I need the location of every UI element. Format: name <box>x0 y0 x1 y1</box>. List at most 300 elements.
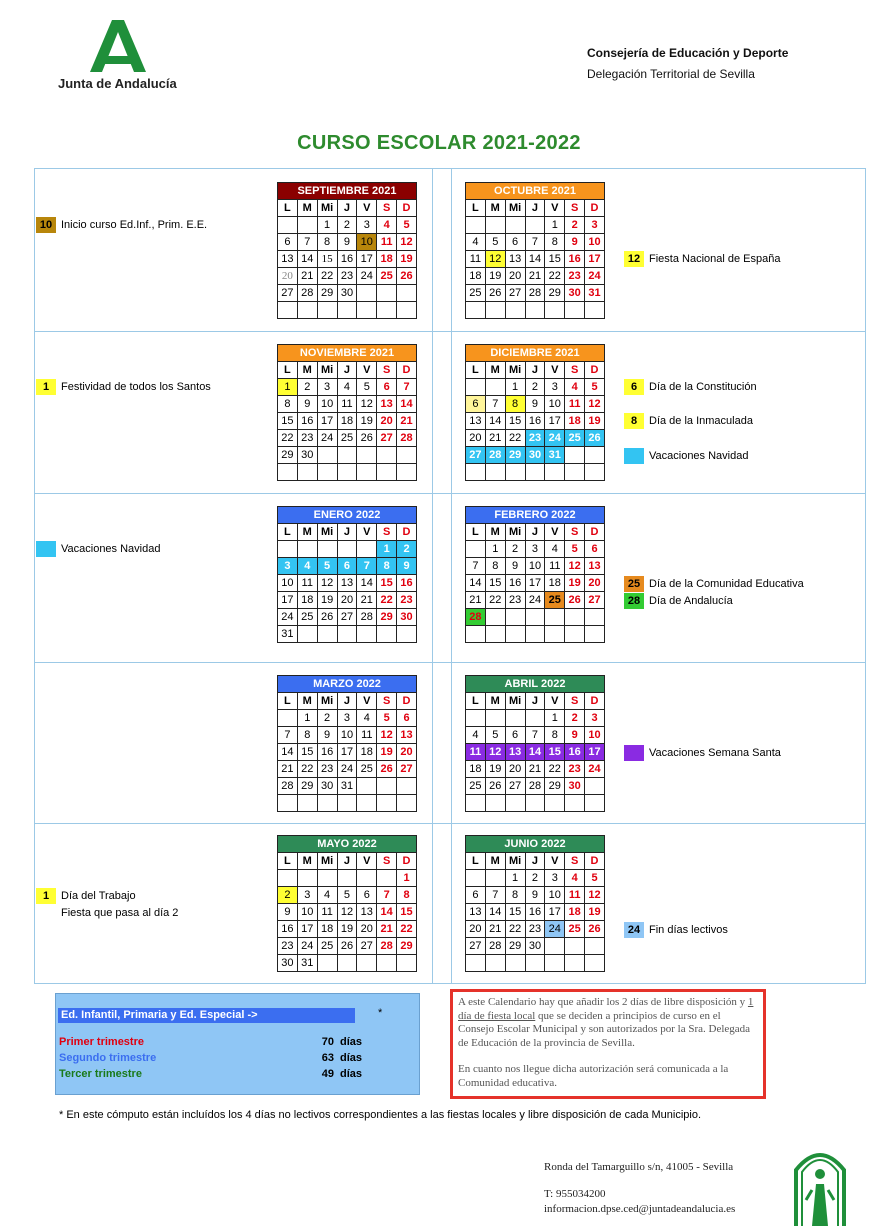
weekday-header: M <box>485 524 505 541</box>
notice-paragraph-1 <box>458 996 758 1050</box>
calendar-day: 5 <box>397 217 417 234</box>
calendar-day: 9 <box>505 558 525 575</box>
calendar-day: 8 <box>485 558 505 575</box>
calendar-day: 4 <box>377 217 397 234</box>
legend-mayo-note: Fiesta que pasa al día 2 <box>61 907 179 919</box>
calendar-day: 25 <box>317 938 337 955</box>
calendar-day: 28 <box>297 285 317 302</box>
weekday-header: D <box>397 200 417 217</box>
calendar-day: 27 <box>466 938 486 955</box>
calendar-day: 23 <box>505 592 525 609</box>
calendar-day: 5 <box>317 558 337 575</box>
calendar-day: 6 <box>505 727 525 744</box>
calendar-day: 16 <box>565 251 585 268</box>
calendar-day: 3 <box>357 217 377 234</box>
calendar-day: 20 <box>585 575 605 592</box>
calendar-day: 23 <box>337 268 357 285</box>
weekday-header: S <box>565 693 585 710</box>
calendar-day <box>357 626 377 643</box>
calendar-day <box>505 955 525 972</box>
grid-line <box>34 168 866 169</box>
calendar-day: 21 <box>466 592 486 609</box>
calendar-day: 11 <box>565 396 585 413</box>
calendar-day: 9 <box>297 396 317 413</box>
calendar-day <box>357 778 377 795</box>
trimester-label: Primer trimestre <box>59 1036 144 1048</box>
calendar-day: 4 <box>297 558 317 575</box>
summary-heading: Ed. Infantil, Primaria y Ed. Especial -> <box>58 1008 355 1023</box>
legend-badge: 6 <box>624 379 644 395</box>
calendar-day: 7 <box>525 727 545 744</box>
calendar-day <box>357 302 377 319</box>
calendar-day <box>565 795 585 812</box>
weekday-header: L <box>466 362 486 379</box>
calendar-day <box>377 870 397 887</box>
weekday-header: M <box>485 853 505 870</box>
calendar-day <box>317 302 337 319</box>
legend-semana-santa <box>624 745 781 761</box>
calendar-day: 11 <box>377 234 397 251</box>
calendar-day <box>317 870 337 887</box>
calendar-day: 14 <box>397 396 417 413</box>
calendar-day <box>466 795 486 812</box>
weekday-header: L <box>466 200 486 217</box>
weekday-header: D <box>397 524 417 541</box>
calendar-day: 27 <box>505 285 525 302</box>
calendar-day: 3 <box>585 217 605 234</box>
weekday-header: Mi <box>317 524 337 541</box>
calendar-day: 2 <box>397 541 417 558</box>
calendar-day: 8 <box>505 887 525 904</box>
calendar-day: 6 <box>505 234 525 251</box>
calendar-day: 30 <box>297 447 317 464</box>
calendar-day: 25 <box>337 430 357 447</box>
calendar-day: 29 <box>377 609 397 626</box>
calendar-day <box>545 795 565 812</box>
weekday-header: J <box>337 524 357 541</box>
calendar-day: 21 <box>377 921 397 938</box>
legend-badge: 12 <box>624 251 644 267</box>
calendar-day <box>397 285 417 302</box>
calendar-day: 24 <box>525 592 545 609</box>
weekday-header: M <box>297 362 317 379</box>
calendar-day: 26 <box>585 430 605 447</box>
calendar-day: 27 <box>278 285 298 302</box>
calendar-day <box>337 447 357 464</box>
calendar-day: 20 <box>278 268 298 285</box>
calendar-day <box>565 609 585 626</box>
legend-badge: 1 <box>36 888 56 904</box>
calendar-day <box>565 447 585 464</box>
legend-inmaculada <box>624 413 753 429</box>
calendar-day <box>585 626 605 643</box>
calendar-day: 23 <box>278 938 298 955</box>
legend-text: Inicio curso Ed.Inf., Prim. E.E. <box>61 219 208 231</box>
weekday-header: J <box>337 200 357 217</box>
calendar-day: 22 <box>485 592 505 609</box>
weekday-header: D <box>397 362 417 379</box>
calendar-day: 20 <box>466 921 486 938</box>
calendar-day <box>397 955 417 972</box>
calendar-day <box>278 710 298 727</box>
calendar-day: 24 <box>585 268 605 285</box>
andalucia-seal <box>790 1140 850 1226</box>
calendar-day: 22 <box>505 430 525 447</box>
weekday-header: J <box>337 693 357 710</box>
calendar-day <box>317 955 337 972</box>
calendar-day <box>565 626 585 643</box>
calendar-day: 17 <box>525 575 545 592</box>
calendar-day: 15 <box>397 904 417 921</box>
calendar-day: 26 <box>397 268 417 285</box>
calendar-day: 18 <box>297 592 317 609</box>
weekday-header: D <box>585 693 605 710</box>
calendar-day: 19 <box>565 575 585 592</box>
calendar-day <box>585 302 605 319</box>
calendar-day: 24 <box>317 430 337 447</box>
legend-text: Vacaciones Navidad <box>61 543 161 555</box>
legend-vacaciones-navidad <box>624 448 748 464</box>
calendar-day: 15 <box>505 413 525 430</box>
calendar-day: 25 <box>466 778 486 795</box>
calendar-day: 22 <box>297 761 317 778</box>
trimester-label: Tercer trimestre <box>59 1068 142 1080</box>
calendar-day <box>397 302 417 319</box>
calendar-day <box>505 302 525 319</box>
calendar-day <box>337 464 357 481</box>
calendar-day: 15 <box>317 251 337 268</box>
calendar-day: 17 <box>278 592 298 609</box>
legend-text: Día de la Comunidad Educativa <box>649 578 804 590</box>
calendar-day <box>525 795 545 812</box>
calendar-day <box>317 795 337 812</box>
calendar-day: 13 <box>357 904 377 921</box>
address-phone: T: 955034200 <box>544 1188 606 1200</box>
calendar-day: 1 <box>505 379 525 396</box>
calendar-day: 30 <box>317 778 337 795</box>
calendar-day: 10 <box>357 234 377 251</box>
calendar-day: 21 <box>357 592 377 609</box>
weekday-header: D <box>585 362 605 379</box>
calendar-day: 25 <box>565 430 585 447</box>
calendar-day: 4 <box>565 379 585 396</box>
calendar-day: 2 <box>278 887 298 904</box>
calendar-day: 6 <box>278 234 298 251</box>
calendar-day: 30 <box>337 285 357 302</box>
calendar-day: 29 <box>545 285 565 302</box>
calendar-day: 20 <box>505 761 525 778</box>
weekday-header: D <box>585 524 605 541</box>
calendar-day: 5 <box>337 887 357 904</box>
calendar-day: 7 <box>525 234 545 251</box>
calendar-day: 29 <box>397 938 417 955</box>
calendar-day: 16 <box>317 744 337 761</box>
calendar-day: 9 <box>337 234 357 251</box>
calendar-day: 10 <box>585 727 605 744</box>
calendar-day: 27 <box>397 761 417 778</box>
footnote: * En este cómputo están incluídos los 4 días no lectivos correspondientes a las fiestas locales y libre disposición de cada Municipio. <box>59 1109 702 1121</box>
weekday-header: S <box>377 524 397 541</box>
calendar-day: 6 <box>337 558 357 575</box>
calendar-day: 12 <box>357 396 377 413</box>
notice-box <box>450 989 766 1099</box>
calendar-day: 22 <box>545 761 565 778</box>
calendar-day: 10 <box>278 575 298 592</box>
calendar-day: 14 <box>485 904 505 921</box>
calendar-day <box>525 609 545 626</box>
calendar-day: 5 <box>585 379 605 396</box>
calendar-day <box>377 626 397 643</box>
weekday-header: Mi <box>505 200 525 217</box>
calendar-day: 21 <box>525 761 545 778</box>
calendar-day: 14 <box>297 251 317 268</box>
calendar-day: 31 <box>297 955 317 972</box>
notice-text: disposición y <box>686 996 746 1008</box>
notice-paragraph-2: En cuanto nos llegue dicha autorización será comunicada a la Comunidad educativa. <box>458 1063 729 1089</box>
month-title: NOVIEMBRE 2021 <box>278 345 417 362</box>
calendar-day <box>585 447 605 464</box>
legend-badge: 8 <box>624 413 644 429</box>
calendar-day: 16 <box>278 921 298 938</box>
calendar-day <box>485 710 505 727</box>
calendar-day: 7 <box>278 727 298 744</box>
calendar-day: 25 <box>377 268 397 285</box>
calendar-day: 19 <box>585 413 605 430</box>
calendar-day <box>278 795 298 812</box>
calendar-day: 29 <box>297 778 317 795</box>
calendar-day <box>337 541 357 558</box>
month-calendar-mayo <box>277 835 417 972</box>
calendar-day: 16 <box>565 744 585 761</box>
calendar-day: 25 <box>357 761 377 778</box>
calendar-day <box>485 302 505 319</box>
calendar-day: 8 <box>297 727 317 744</box>
legend-text: Día del Trabajo <box>61 890 136 902</box>
month-calendar-octubre <box>465 182 605 319</box>
calendar-day: 10 <box>525 558 545 575</box>
calendar-day <box>317 626 337 643</box>
calendar-day: 7 <box>485 396 505 413</box>
calendar-day: 17 <box>545 904 565 921</box>
calendar-day <box>485 609 505 626</box>
calendar-day <box>585 795 605 812</box>
calendar-day: 14 <box>525 744 545 761</box>
calendar-day <box>278 870 298 887</box>
calendar-day: 24 <box>278 609 298 626</box>
calendar-day: 2 <box>337 217 357 234</box>
grid-line <box>432 168 433 984</box>
calendar-day: 30 <box>525 447 545 464</box>
calendar-day: 1 <box>397 870 417 887</box>
calendar-day <box>297 626 317 643</box>
calendar-day <box>357 464 377 481</box>
weekday-header: V <box>357 693 377 710</box>
legend-text: Festividad de todos los Santos <box>61 381 211 393</box>
calendar-day: 2 <box>317 710 337 727</box>
legend-badge: 24 <box>624 922 644 938</box>
calendar-day: 19 <box>485 268 505 285</box>
calendar-day: 17 <box>357 251 377 268</box>
legend-vacaciones-navidad-enero <box>36 541 160 557</box>
calendar-day <box>297 217 317 234</box>
calendar-day <box>565 302 585 319</box>
calendar-day: 15 <box>545 744 565 761</box>
grid-line <box>865 168 866 984</box>
trimester-unit: días <box>340 1052 363 1064</box>
calendar-day: 22 <box>397 921 417 938</box>
weekday-header: Mi <box>505 524 525 541</box>
calendar-day: 1 <box>317 217 337 234</box>
calendar-day: 22 <box>278 430 298 447</box>
calendar-day: 7 <box>485 887 505 904</box>
calendar-day: 5 <box>565 541 585 558</box>
calendar-day <box>278 217 298 234</box>
weekday-header: L <box>466 853 486 870</box>
trimester-days: 49 <box>321 1068 334 1080</box>
month-calendar-junio <box>465 835 605 972</box>
calendar-day: 17 <box>317 413 337 430</box>
page-title: CURSO ESCOLAR 2021-2022 <box>297 132 581 154</box>
legend-dia-andalucia <box>624 593 733 609</box>
calendar-day: 13 <box>278 251 298 268</box>
calendar-day: 1 <box>297 710 317 727</box>
calendar-day: 20 <box>505 268 525 285</box>
month-title: DICIEMBRE 2021 <box>466 345 605 362</box>
calendar-day: 3 <box>278 558 298 575</box>
calendar-day: 30 <box>278 955 298 972</box>
weekday-header: L <box>278 524 298 541</box>
notice-text: que se deciden a principios de curso en el Consejo Escolar Municipal y son autorizados por la Sra. Delegada de Educación de la provincia de Sevilla. <box>458 1009 751 1049</box>
calendar-day <box>545 938 565 955</box>
calendar-day <box>466 870 486 887</box>
weekday-header: D <box>585 853 605 870</box>
calendar-day: 8 <box>317 234 337 251</box>
calendar-day <box>565 464 585 481</box>
calendar-day: 19 <box>485 761 505 778</box>
month-calendar-septiembre <box>277 182 417 319</box>
calendar-day: 15 <box>505 904 525 921</box>
weekday-header: J <box>525 200 545 217</box>
calendar-day: 28 <box>278 778 298 795</box>
calendar-day: 27 <box>357 938 377 955</box>
calendar-day: 7 <box>377 887 397 904</box>
calendar-day: 21 <box>525 268 545 285</box>
weekday-header: L <box>278 200 298 217</box>
calendar-day: 4 <box>466 727 486 744</box>
calendar-day: 20 <box>397 744 417 761</box>
trimester-unit: días <box>340 1036 363 1048</box>
calendar-day <box>377 285 397 302</box>
calendar-day: 26 <box>337 938 357 955</box>
calendar-day: 14 <box>278 744 298 761</box>
calendar-day <box>466 710 486 727</box>
calendar-day <box>337 795 357 812</box>
calendar-day: 14 <box>377 904 397 921</box>
calendar-day: 10 <box>337 727 357 744</box>
calendar-day <box>297 870 317 887</box>
weekday-header: J <box>525 693 545 710</box>
weekday-header: Mi <box>317 200 337 217</box>
calendar-day: 28 <box>485 447 505 464</box>
calendar-day <box>357 795 377 812</box>
month-title: ABRIL 2022 <box>466 676 605 693</box>
calendar-day: 21 <box>278 761 298 778</box>
calendar-day <box>466 464 486 481</box>
calendar-day: 28 <box>485 938 505 955</box>
weekday-header: M <box>485 693 505 710</box>
calendar-day <box>297 541 317 558</box>
grid-line <box>34 493 866 494</box>
legend-swatch <box>624 448 644 464</box>
calendar-day <box>505 217 525 234</box>
legend-swatch <box>624 745 644 761</box>
legend-fin-lectivos <box>624 922 728 938</box>
legend-text: Fin días lectivos <box>649 924 728 936</box>
calendar-day: 30 <box>565 285 585 302</box>
calendar-day <box>337 626 357 643</box>
trimester-days: 70 <box>321 1036 334 1048</box>
calendar-day: 5 <box>485 727 505 744</box>
calendar-day: 20 <box>357 921 377 938</box>
weekday-header: S <box>565 200 585 217</box>
calendar-day: 14 <box>357 575 377 592</box>
delegation-name: Delegación Territorial de Sevilla <box>587 67 755 81</box>
month-title: OCTUBRE 2021 <box>466 183 605 200</box>
calendar-day: 27 <box>585 592 605 609</box>
calendar-day: 4 <box>545 541 565 558</box>
calendar-day <box>377 795 397 812</box>
weekday-header: V <box>357 524 377 541</box>
weekday-header: V <box>545 524 565 541</box>
junta-logo <box>58 18 198 98</box>
calendar-day: 18 <box>466 268 486 285</box>
calendar-day: 10 <box>317 396 337 413</box>
weekday-header: V <box>545 853 565 870</box>
legend-comunidad-educativa <box>624 576 804 592</box>
weekday-header: L <box>466 524 486 541</box>
grid-line <box>34 983 866 984</box>
weekday-header: D <box>397 693 417 710</box>
calendar-day: 27 <box>505 778 525 795</box>
legend-badge: 25 <box>624 576 644 592</box>
calendar-day <box>485 626 505 643</box>
calendar-day: 1 <box>485 541 505 558</box>
calendar-day: 18 <box>466 761 486 778</box>
calendar-day: 28 <box>525 285 545 302</box>
month-calendar-abril <box>465 675 605 812</box>
calendar-day <box>545 955 565 972</box>
calendar-day: 1 <box>545 217 565 234</box>
calendar-day: 10 <box>545 396 565 413</box>
calendar-day: 30 <box>565 778 585 795</box>
legend-badge: 1 <box>36 379 56 395</box>
calendar-day: 28 <box>525 778 545 795</box>
calendar-day: 7 <box>466 558 486 575</box>
legend-text: Día de la Constitución <box>649 381 757 393</box>
calendar-day: 28 <box>466 609 486 626</box>
summary-box <box>55 993 420 1095</box>
calendar-day: 18 <box>565 413 585 430</box>
legend-todos-santos <box>36 379 211 395</box>
calendar-day: 2 <box>525 379 545 396</box>
calendar-day: 2 <box>565 710 585 727</box>
weekday-header: M <box>297 524 317 541</box>
trimester-label: Segundo trimestre <box>59 1052 157 1064</box>
calendar-day: 4 <box>337 379 357 396</box>
legend-swatch <box>36 541 56 557</box>
calendar-day: 26 <box>377 761 397 778</box>
calendar-day <box>466 955 486 972</box>
